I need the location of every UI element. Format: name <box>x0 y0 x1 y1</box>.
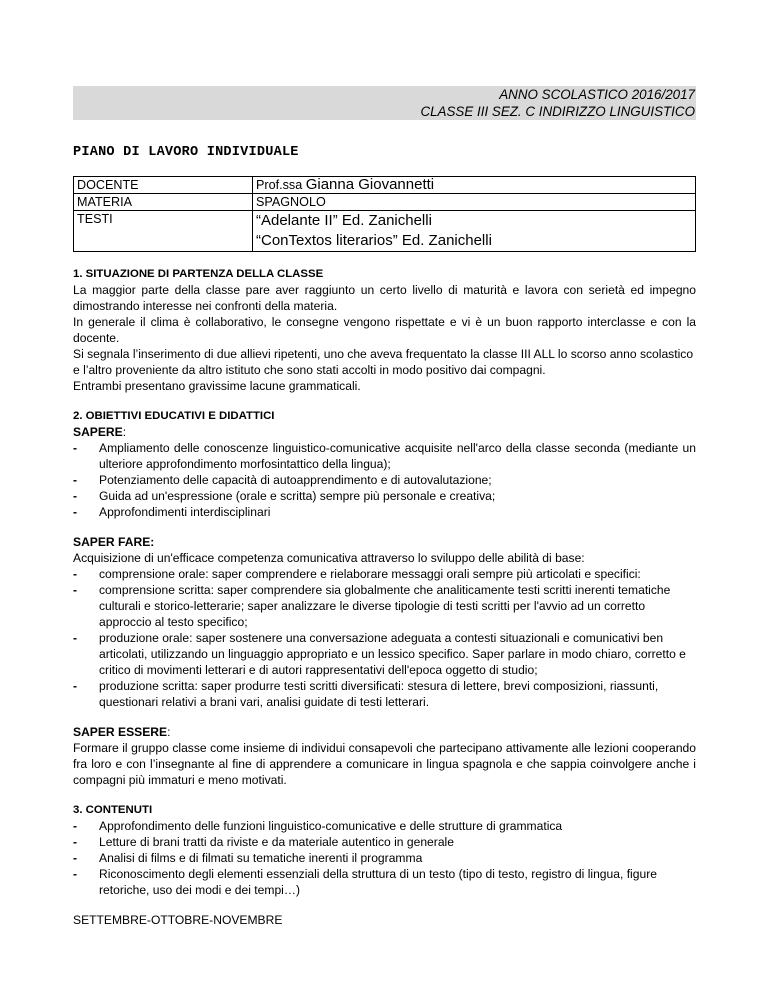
list-item: - Guida ad un'espressione (orale e scritta) sempre più personale e creativa; <box>73 488 696 504</box>
list-item: - Ampliamento delle conoscenze linguistico-comunicative acquisite nell'arco della classe seconda (mediante un ulteriore approfondimento morfosintattico della lingua); <box>73 440 696 472</box>
subheading-sapere <box>73 424 696 440</box>
materia-value: SPAGNOLO <box>253 194 696 211</box>
section-heading: 1. SITUAZIONE DI PARTENZA DELLA CLASSE <box>73 268 324 280</box>
document-page <box>73 86 696 928</box>
list-item: - Letture di brani tratti da riviste e da materiale autentico in generale <box>73 834 696 850</box>
saper-essere-label: SAPER ESSERE <box>73 725 168 739</box>
testi-row <box>74 211 696 252</box>
list-item: - comprensione orale: saper comprendere e rielaborare messaggi orali sempre più articolati e specifici: <box>73 566 696 582</box>
list-item: - Riconoscimento degli elementi essenziali della struttura di un testo (tipo di testo, registro di lingua, figure retoriche, uso dei modi e dei tempi…) <box>73 866 696 898</box>
subheading-saper-essere <box>73 724 696 740</box>
saper-fare-list <box>73 566 696 710</box>
paragraph: Si segnala l’inserimento di due allievi ripetenti, uno che aveva frequentato la classe III ALL lo scorso anno scolastico e l’altro proveniente da altro istituto che sono stati accolti in modo positivo dai compagni. <box>73 347 694 377</box>
docente-label: DOCENTE <box>74 177 253 194</box>
docente-name: Gianna Giovannetti <box>305 176 435 193</box>
list-item: - Potenziamento delle capacità di autoapprendimento e di autovalutazione; <box>73 472 696 488</box>
saper-essere-text: Formare il gruppo classe come insieme di individui consapevoli che partecipano attivamente alle lezioni cooperando fra loro e con l’insegnante al fine di apprendere a comunicare in lingua spagnola e che sappia coinvolgere anche i compagni più immaturi e meno motivati. <box>73 741 696 787</box>
subheading-saper-fare <box>73 534 696 550</box>
sapere-colon: : <box>122 425 127 439</box>
saper-fare-intro: Acquisizione di un'efficace competenza comunicativa attraverso lo sviluppo delle abilità di base: <box>73 551 585 565</box>
section-heading: 2. OBIETTIVI EDUCATIVI E DIDATTICI <box>73 410 275 422</box>
materia-row <box>74 194 696 211</box>
class-section: CLASSE III SEZ. C INDIRIZZO LINGUISTICO <box>420 104 695 119</box>
paragraph: Entrambi presentano gravissime lacune grammaticali. <box>73 379 361 393</box>
section-heading: 3. CONTENUTI <box>73 804 153 816</box>
list-item: - Approfondimenti interdisciplinari <box>73 504 696 520</box>
period-label: SETTEMBRE-OTTOBRE-NOVEMBRE <box>73 913 283 927</box>
sapere-list <box>73 440 696 520</box>
docente-prefix: Prof.ssa <box>256 178 303 192</box>
list-item: - produzione orale: saper sostenere una conversazione adeguata a contesti situazionali e comunicativi ben articolati, utilizzando un linguaggio appropriato e un lessico specifico. Saper parlare in modo chiaro, corretto e critico di movimenti letterari e di autori rappresentativi dell'epoca oggetto di studio; <box>73 630 696 678</box>
saper-essere-colon: : <box>167 725 171 739</box>
list-item: - Analisi di films e di filmati su tematiche inerenti il programma <box>73 850 696 866</box>
document-title: PIANO DI LAVORO INDIVIDUALE <box>73 145 299 160</box>
testi-label: TESTI <box>74 211 253 252</box>
contenuti-list <box>73 818 696 898</box>
paragraph: In generale il clima è collaborativo, le consegne vengono rispettate e vi è un buon rapporto interclasse e con la docente. <box>73 315 696 345</box>
docente-value <box>253 177 696 194</box>
testi-value <box>253 211 696 252</box>
docente-row <box>74 177 696 194</box>
testo-1: “Adelante II” Ed. Zanichelli <box>256 212 432 229</box>
section-obiettivi <box>73 408 696 788</box>
testo-2: “ConTextos literarios” Ed. Zanichelli <box>256 232 492 249</box>
saper-fare-label: SAPER FARE: <box>73 535 155 549</box>
list-item: - produzione scritta: saper produrre testi scritti diversificati: stesura di lettere, brevi composizioni, riassunti, questionari relativi a brani vari, analisi guidate di testi letterari. <box>73 678 696 710</box>
materia-label: MATERIA <box>74 194 253 211</box>
list-item: - Approfondimento delle funzioni linguistico-comunicative e delle strutture di grammatica <box>73 818 696 834</box>
school-year-header <box>73 86 696 120</box>
section-contenuti <box>73 802 696 928</box>
list-item: - comprensione scritta: saper comprendere sia globalmente che analiticamente testi scritti inerenti tematiche culturali e storico-letterarie; saper analizzare le diverse tipologie di testi scritti per l'avvio ad un corretto approccio al testo specifico; <box>73 582 696 630</box>
sapere-label: SAPERE <box>73 425 123 439</box>
school-year: ANNO SCOLASTICO 2016/2017 <box>499 87 695 102</box>
paragraph: La maggior parte della classe pare aver raggiunto un certo livello di maturità e lavora con serietà ed impegno dimostrando interesse nei confronti della materia. <box>73 283 696 313</box>
info-table <box>73 176 696 252</box>
section-situazione <box>73 266 696 394</box>
